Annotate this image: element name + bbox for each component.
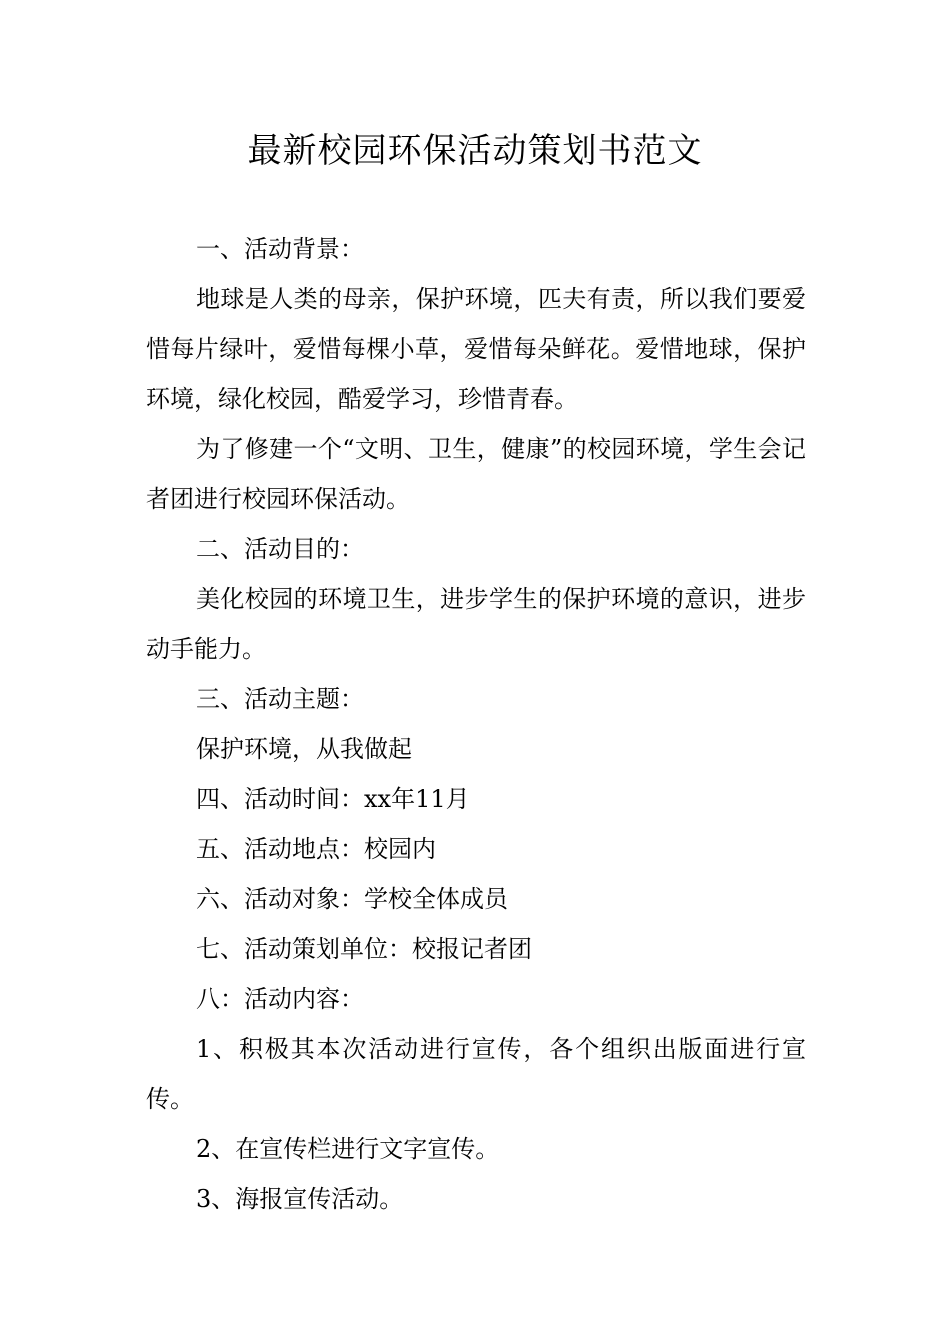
paragraph-background-2: 为了修建一个“文明、卫生，健康”的校园环境，学生会记者团进行校园环保活动。 (146, 435, 806, 513)
section-heading-background: 一、活动背景： (196, 235, 364, 263)
list-item-2: 2、在宣传栏进行文字宣传。 (196, 1135, 500, 1163)
document-body (146, 224, 806, 1224)
paragraph-theme: 保护环境，从我做起 (196, 735, 412, 763)
paragraph-background-1: 地球是人类的母亲，保护环境，匹夫有责，所以我们要爱惜每片绿叶，爱惜每棵小草，爱惜每朵鲜花。爱惜地球，保护环境，绿化校园，酷爱学习，珍惜青春。 (146, 285, 806, 413)
section-heading-purpose: 二、活动目的： (196, 535, 364, 563)
paragraph-location: 五、活动地点：校园内 (196, 835, 436, 863)
section-heading-content: 八：活动内容： (196, 985, 364, 1013)
document-title: 最新校园环保活动策划书范文 (247, 131, 703, 171)
paragraph-time: 四、活动时间：xx年11月 (196, 785, 470, 813)
paragraph-organizer: 七、活动策划单位：校报记者团 (196, 935, 532, 963)
paragraph-purpose: 美化校园的环境卫生，进步学生的保护环境的意识，进步动手能力。 (146, 585, 806, 663)
section-heading-theme: 三、活动主题： (196, 685, 364, 713)
paragraph-audience: 六、活动对象：学校全体成员 (196, 885, 508, 913)
list-item-1: 1、积极其本次活动进行宣传，各个组织出版面进行宣传。 (146, 1035, 806, 1113)
list-item-3: 3、海报宣传活动。 (196, 1185, 404, 1213)
